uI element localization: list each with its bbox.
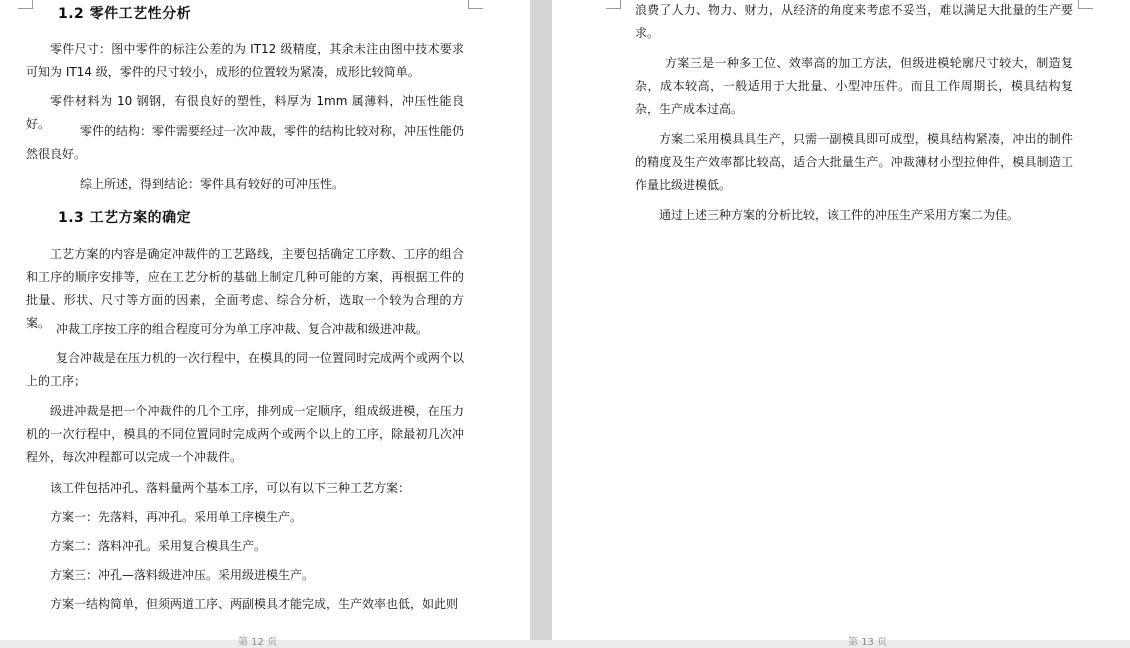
paragraph-plan-three-analysis: 方案三是一种多工位、效率高的加工方法，但级进模轮廓尺寸较大，制造复杂，成本较高，一般适用于大批量、小型冲压件。而且工作周期长，模具结构复杂，生产成本过高。 [635,56,1073,116]
page-gutter [530,0,552,640]
paragraph-final-choice: 通过上述三种方案的分析比较，该工件的冲压生产采用方案二为佳。 [659,208,1020,222]
paragraph-process-content: 工艺方案的内容是确定冲裁件的工艺路线，主要包括确定工序数、工序的组合和工序的顺序安排等，应在工艺分析的基础上制定几种可能的方案，再根据工件的批量、形状、尺寸等方面的因素，全面考虑、综合分析，选取一个较为合理的方案。 [26,247,464,330]
paragraph-plan-three: 方案三：冲孔—落料级进冲压。采用级进模生产。 [50,568,315,582]
page-number: 第 13 页 [848,637,888,648]
page-corner-mark [468,0,483,9]
paragraph-plan-one: 方案一：先落料，再冲孔。采用单工序模生产。 [50,510,303,524]
section-heading-1-3: 1.3 工艺方案的确定 [58,210,192,226]
paragraph-punching-types: 冲裁工序按工序的组合程度可分为单工序冲裁、复合冲裁和级进冲裁。 [56,322,429,336]
paragraph-plan-two: 方案二：落料冲孔。采用复合模具生产。 [50,539,267,553]
paragraph-structure: 零件的结构：零件需要经过一次冲裁，零件的结构比较对称，冲压性能仍然很良好。 [26,124,465,161]
page-corner-mark [18,0,33,9]
paragraph-basic-processes: 该工件包括冲孔、落料量两个基本工序，可以有以下三种工艺方案： [50,481,411,495]
page-number: 第 12 页 [238,637,278,648]
paragraph-plan-one-continued: 浪费了人力、物力、财力，从经济的角度来考虑不妥当，难以满足大批量的生产要求。 [635,3,1073,40]
page-corner-mark [1078,0,1093,9]
document-page-left [0,0,530,648]
paragraph-material: 零件材料为 10 钢钢，有很良好的塑性，料厚为 1mm 属薄料，冲压性能良好。 [26,94,464,131]
paragraph-conclusion: 综上所述，得到结论：零件具有较好的可冲压性。 [80,177,345,191]
paragraph-plan-one-analysis: 方案一结构简单，但须两道工序、两副模具才能完成，生产效率也低，如此则 [50,597,459,611]
paragraph-part-size: 零件尺寸：图中零件的标注公差的为 IT12 级精度，其余未注由图中技术要求可知为 IT14 级，零件的尺寸较小，成形的位置较为紧凑，成形比较简单。 [26,42,464,79]
paragraph-progressive-punching: 级进冲裁是把一个冲裁件的几个工序，排列成一定顺序，组成级进模，在压力机的一次行程中，模具的不同位置同时完成两个或两个以上的工序，除最初几次冲程外，每次冲程都可以完成一个冲裁件。 [26,404,464,464]
document-page-right [552,0,1130,648]
paragraph-plan-two-analysis: 方案二采用模具具生产，只需一副模具即可成型，模具结构紧凑，冲出的制件的精度及生产效率都比较高，适合大批量生产。冲裁薄材小型拉伸件，模具制造工作量比级进模低。 [635,132,1073,192]
section-heading-1-2: 1.2 零件工艺性分析 [58,6,192,22]
page-corner-mark [606,0,621,9]
paragraph-compound-punching: 复合冲裁是在压力机的一次行程中，在模具的同一位置同时完成两个或两个以上的工序； [26,351,465,388]
